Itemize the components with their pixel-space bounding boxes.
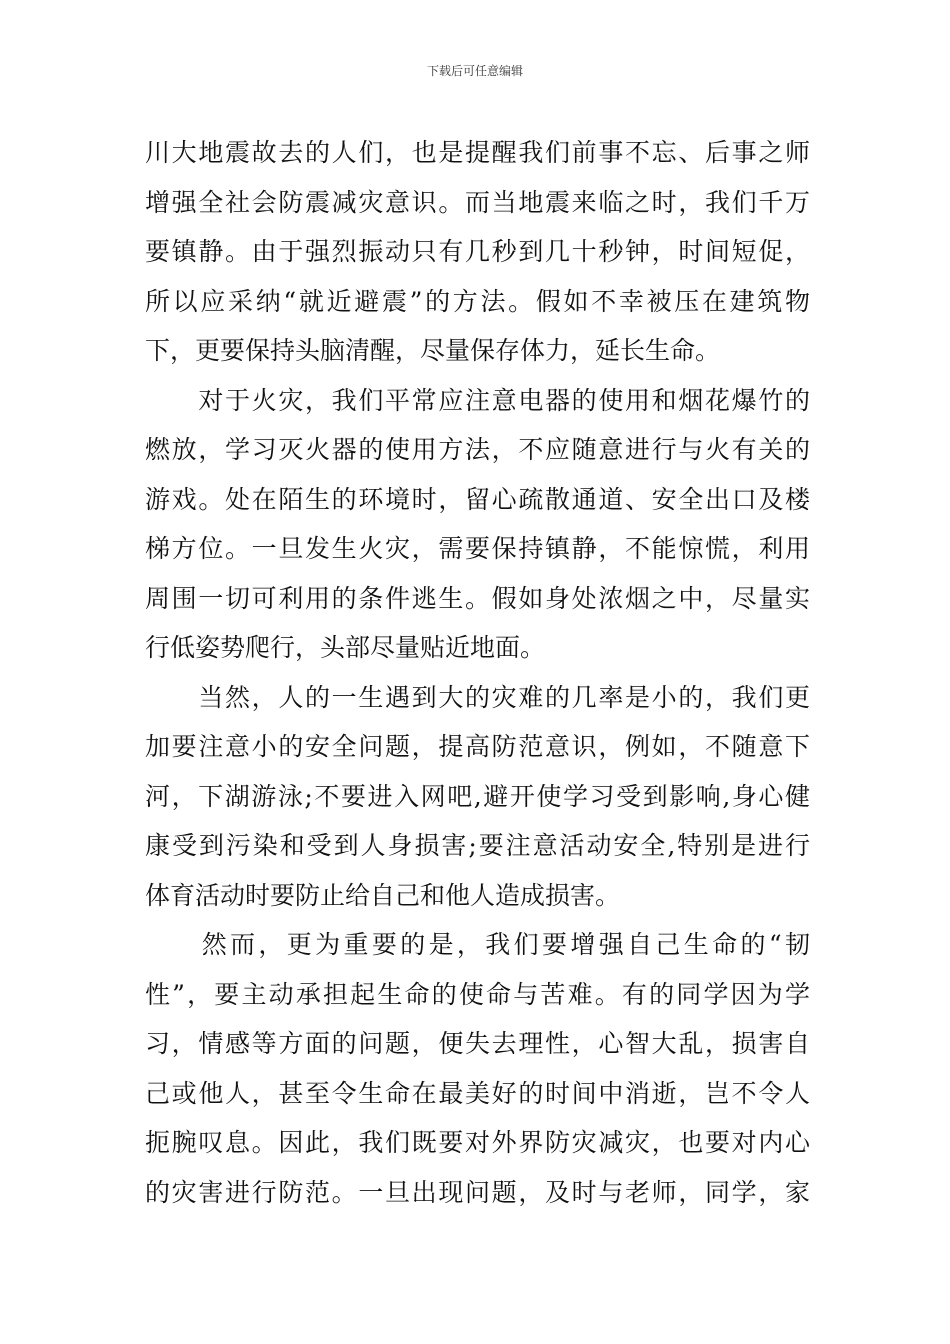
- text-line: 然而，更为重要的是，我们要增强自己生命的“韧: [145, 930, 810, 959]
- paragraph: [145, 673, 810, 921]
- paragraph: [145, 128, 810, 376]
- paragraph: [145, 376, 810, 673]
- text-line: 加要注意小的安全问题，提高防范意识，例如，不随意下: [145, 732, 810, 761]
- text-line: 己或他人，甚至令生命在最美好的时间中消逝，岂不令人: [145, 1078, 810, 1108]
- text-line: 康受到污染和受到人身损害;要注意活动安全,特别是进行: [145, 831, 810, 860]
- text-line: 当然，人的一生遇到大的灾难的几率是小的，我们更: [145, 682, 810, 712]
- text-line: 行低姿势爬行，头部尽量贴近地面。: [145, 633, 546, 662]
- text-line: 游戏。处在陌生的环境时，留心疏散通道、安全出口及楼: [145, 484, 810, 514]
- text-line: 性”，要主动承担起生命的使命与苦难。有的同学因为学: [145, 979, 810, 1009]
- text-line: 周围一切可利用的条件逃生。假如身处浓烟之中，尽量实: [145, 583, 810, 613]
- text-line: 增强全社会防震减灾意识。而当地震来临之时，我们千万: [145, 187, 810, 217]
- text-line: 梯方位。一旦发生火灾，需要保持镇静，不能惊慌，利用: [145, 534, 810, 563]
- text-line: 对于火灾，我们平常应注意电器的使用和烟花爆竹的: [145, 385, 810, 415]
- text-line: 所以应采纳“就近避震”的方法。假如不幸被压在建筑物: [145, 286, 810, 316]
- text-line: 的灾害进行防范。一旦出现问题，及时与老师，同学，家: [145, 1177, 810, 1207]
- text-line: 河，下湖游泳;不要进入网吧,避开使学习受到影响,身心健: [145, 781, 810, 811]
- text-line: 习，情感等方面的问题，便失去理性，心智大乱，损害自: [145, 1029, 810, 1058]
- paragraph: [145, 920, 810, 1217]
- page-header: 下载后可任意编辑: [426, 64, 523, 78]
- text-line: 体育活动时要防止给自己和他人造成损害。: [145, 880, 621, 910]
- text-line: 要镇静。由于强烈振动只有几秒到几十秒钟，时间短促，: [145, 237, 810, 266]
- text-line: 燃放，学习灭火器的使用方法，不应随意进行与火有关的: [145, 435, 810, 464]
- text-line: 川大地震故去的人们，也是提醒我们前事不忘、后事之师: [145, 138, 810, 167]
- text-line: 下，更要保持头脑清醒，尽量保存体力，延长生命。: [145, 336, 721, 365]
- text-line: 扼腕叹息。因此，我们既要对外界防灾减灾，也要对内心: [145, 1128, 810, 1157]
- document-body: [145, 128, 810, 1217]
